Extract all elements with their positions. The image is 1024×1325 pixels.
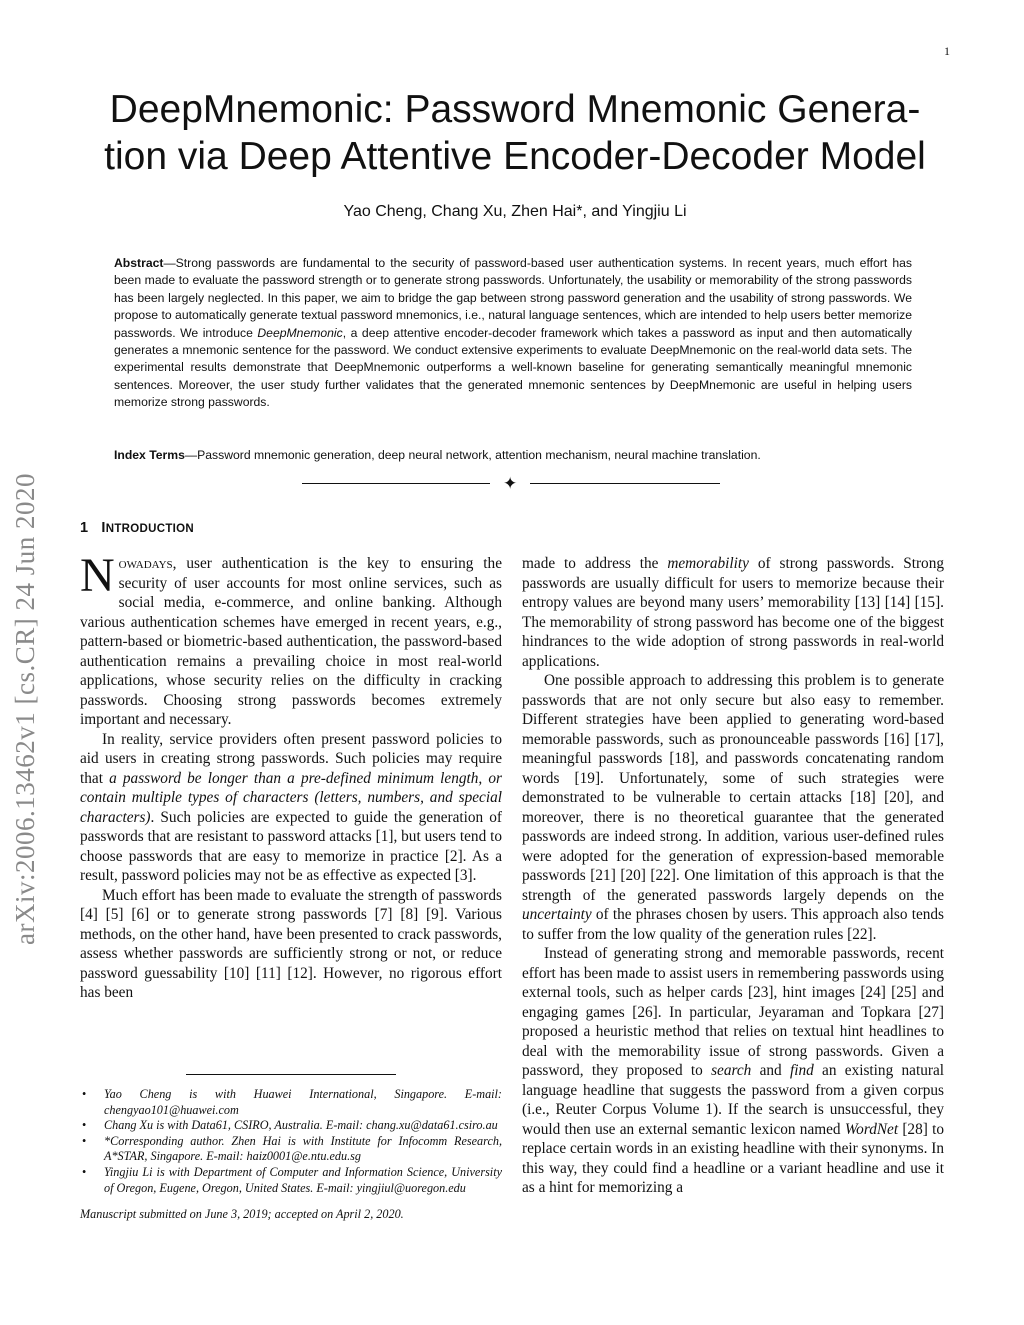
page-number: 1 <box>944 44 950 58</box>
paragraph <box>522 944 944 1198</box>
arxiv-identifier-stamp[interactable]: arXiv:2006.13462v1 [cs.CR] 24 Jun 2020 <box>10 473 40 945</box>
paragraph-text: . Such policies are expected to guide the generation of passwords that are resistant to password attacks [1], but users tend to choose passwords that are easy to memorize in practice [2]. As a result, password policies may not be as effective as expected [3]. <box>80 808 502 884</box>
paragraph-emphasis: memorability <box>667 555 749 572</box>
abstract-text-1: —Strong passwords are fundamental to the security of password-based user authentication systems. In recent years, much effort has been made to evaluate the password strength or to generate strong passwords. Unfortunately, the usability or memorability of the strong passwords has been largely neglected. In this paper, we aim to bridge the gap between strong password generation and the usability of strong passwords. We propose to automatically generate textual password mnemonics, i.e., natural language sentences, which are intended to help users better memorize passwords. We introduce <box>114 256 912 340</box>
paragraph-emphasis: uncertainty <box>522 906 592 923</box>
paragraph-emphasis: search <box>711 1062 752 1079</box>
section-title-rest: NTRODUCTION <box>105 523 194 535</box>
abstract-text-2: , a deep attentive encoder-decoder framework which takes a password as input and then automatically generates a mnemonic sentence for the password. We conduct extensive experiments to evaluate DeepMnemonic on the real-world data sets. The experimental results demonstrate that DeepMnemonic outperforms a well-known baseline for generating semantically meaningful mnemonic sentences. Moreover, the user study further validates that the generated mnemonic sentences by DeepMnemonic are useful in helping users memorize strong passwords. <box>114 325 912 410</box>
small-caps-word: owadays <box>118 555 173 572</box>
title-line-1: DeepMnemonic: Password Mnemonic Genera- <box>109 88 921 131</box>
separator-line-right <box>530 483 720 484</box>
bullet-icon: • <box>82 1133 87 1148</box>
abstract-emphasis: DeepMnemonic <box>257 325 343 340</box>
section-title-initial: I <box>101 520 106 536</box>
paragraph-emphasis: WordNet <box>844 1120 899 1138</box>
paragraph-emphasis: a password be longer than a pre-defined minimum length, or contain multiple types of characters (letters, numbers, and special characters) <box>80 769 502 826</box>
paragraph-text: of the phrases chosen by users. This approach also tends to suffer from the low quality of the generation rules [22]. <box>522 906 944 943</box>
bullet-icon: • <box>82 1164 87 1179</box>
paragraph: Much effort has been made to evaluate the strength of passwords [4] [5] [6] or to generate strong passwords [7] [8] [9]. Various methods, on the other hand, have been presented to crack passwords, assess whether passwords are sufficiently strong or not, or reduce password guessability [10] [11] [12]. However, no rigorous effort has been <box>80 886 502 1001</box>
paragraph-text: of strong passwords. Strong passwords are usually difficult for users to memorize because their entropy values are beyond many users’ memorability [13] [14] [15]. The memorability of strong password has become one of the biggest hindrances to the wide adoption of strong passwords in real-world applications. <box>522 555 945 670</box>
abstract-label: Abstract <box>114 256 164 270</box>
author-list: Yao Cheng, Chang Xu, Zhen Hai*, and Yingjiu Li <box>343 203 687 220</box>
paragraph-text: made to address the <box>522 555 668 572</box>
footnote-text: Chang Xu is with Data61, CSIRO, Australia. E-mail: chang.xu@data61.csiro.au <box>104 1118 498 1133</box>
section-number: 1 <box>80 520 89 536</box>
paper-title <box>80 86 950 180</box>
index-terms-label: Index Terms <box>114 448 185 462</box>
separator-line-left <box>302 483 490 484</box>
footnote-list <box>80 1087 502 1196</box>
paragraph-emphasis: find <box>789 1062 814 1079</box>
footnote-item <box>80 1134 502 1165</box>
section-heading-introduction <box>80 520 194 536</box>
paragraph <box>522 554 944 671</box>
paragraph-text: an existing natural language headline that suggests the password from a given corpus (i.e., Reuter Corpus Volume 1). If the search is unsuccessful, they would then use an external semantic lexicon named <box>522 1062 944 1138</box>
footnote-text: Yingjiu Li is with Department of Computer and Information Science, University of Oregon, Eugene, Oregon, United States. E-mail: yingjiul@uoregon.edu <box>104 1164 502 1195</box>
title-line-2: tion via Deep Attentive Encoder-Decoder Model <box>104 135 926 178</box>
footnote-item <box>80 1087 502 1118</box>
paragraph <box>80 730 502 886</box>
index-terms <box>114 447 912 464</box>
paragraph-text: [28] to replace certain words in an existing headline with their synonyms. In this way, they could find a headline or a variant headline and use it as a hint for memorizing a <box>522 1120 944 1196</box>
drop-cap: N <box>80 549 115 602</box>
right-column <box>522 554 944 1198</box>
footnote-text: *Corresponding author. Zhen Hai is with Institute for Infocomm Research, A*STAR, Singapore. E-mail: haiz0001@e.ntu.edu.sg <box>104 1133 502 1164</box>
footnote-rule <box>186 1074 396 1075</box>
abstract <box>114 255 912 412</box>
bullet-icon: • <box>82 1118 87 1133</box>
paragraph-text: , user authentication is the key to ensuring the security of user accounts for most online services, such as social media, e-commerce, and online banking. Although various authentication schemes have emerged in recent years, e.g., pattern-based or biometric-based authentication, the password-based authentication remains a prevailing choice in most real-world applications, whose security relies on the difficulty in cracking passwords. Choosing strong passwords becomes extremely important and necessary. <box>80 555 502 728</box>
footnote-item <box>80 1118 502 1134</box>
paragraph <box>80 549 502 730</box>
footnote-item <box>80 1165 502 1196</box>
manuscript-note: Manuscript submitted on June 3, 2019; accepted on April 2, 2020. <box>80 1207 404 1222</box>
paragraph-text: One possible approach to addressing this problem is to generate passwords that are not only secure but also easy to remember. Different strategies have been applied to generating word-based memorable passwords, such as pronounceable passwords [16] [17], meaningful passwords [18], and passwords concatenating random words [19]. Unfortunately, some of such strategies were demonstrated to be vulnerable to certain attacks [18] [20], and moreover, there is no theoretical guarantee that the generated passwords are indeed strong. In addition, various user-defined rules were adopted for the generation of expression-based memorable passwords [21] [20] [22]. One limitation of this approach is that the strength of the generated passwords largely depends on the <box>522 672 944 904</box>
separator-diamond-icon: ✦ <box>503 474 518 493</box>
left-column <box>80 549 502 1003</box>
paragraph-text: and <box>751 1062 790 1079</box>
footnote-text: Yao Cheng is with Huawei International, Singapore. E-mail: chengyao101@huawei.com <box>104 1087 502 1117</box>
paragraph <box>522 671 944 944</box>
section-separator <box>302 474 722 494</box>
paragraph-text: Instead of generating strong and memorable passwords, recent effort has been made to assist users in remembering passwords using external tools, such as helper cards [23], hint images [24] [25] and engaging games [26]. In particular, Jeyaraman and Topkara [27] proposed a heuristic method that relies on textual hint headlines to deal with the memorability issue of strong passwords. Given a password, they proposed to <box>522 945 944 1079</box>
bullet-icon: • <box>82 1087 87 1101</box>
index-terms-text: —Password mnemonic generation, deep neural network, attention mechanism, neural machine translation. <box>184 448 761 462</box>
footnotes <box>80 1087 502 1223</box>
paragraph-text: In reality, service providers often present password policies to aid users in creating strong passwords. Such policies may require that <box>80 730 502 787</box>
